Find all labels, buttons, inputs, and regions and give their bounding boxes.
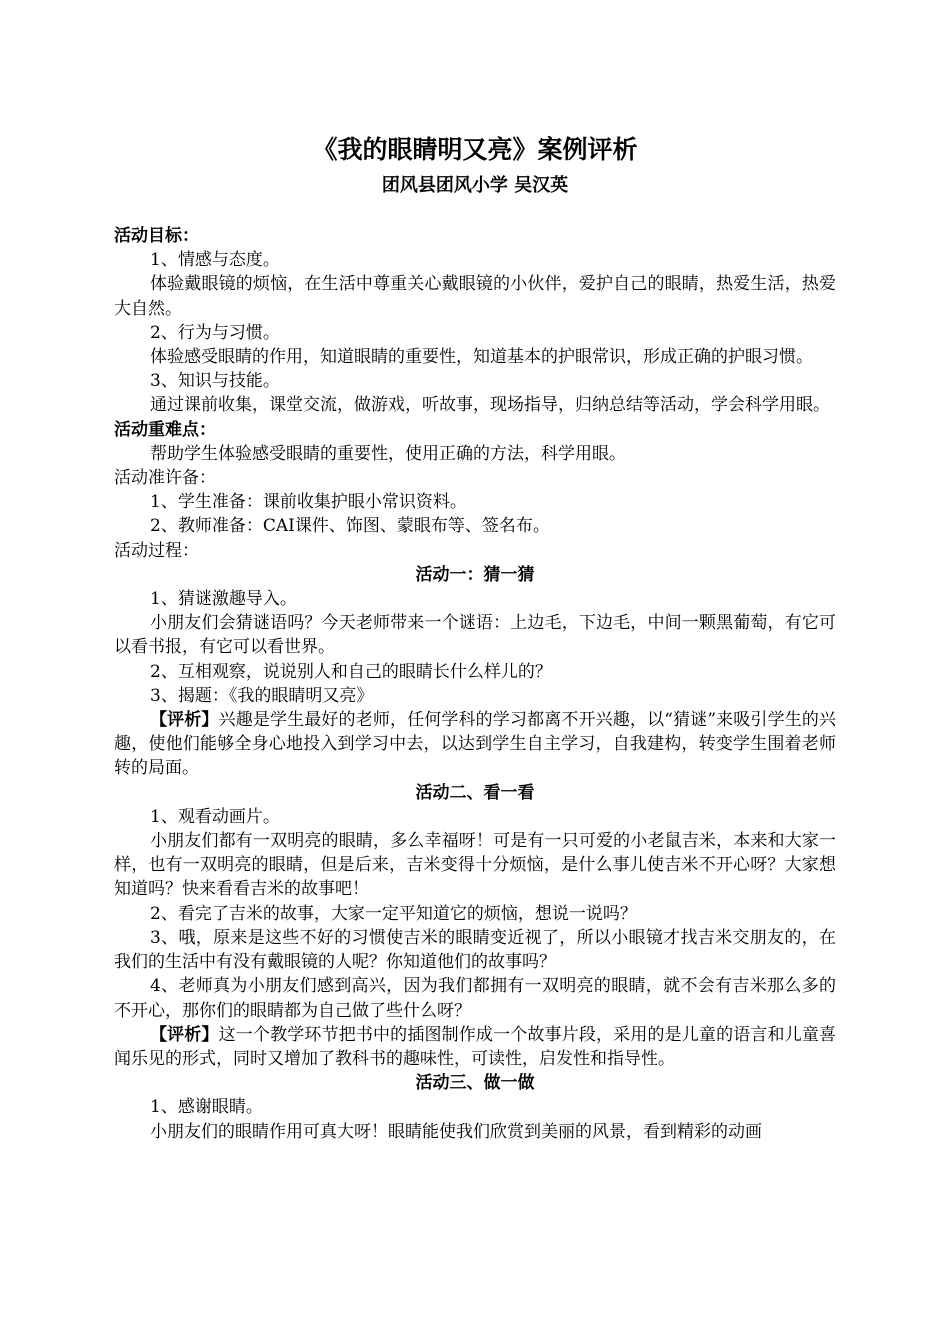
preparation-student: 1、学生准备：课前收集护眼小常识资料。 [150,492,467,513]
review-label: 【评析】 [150,710,219,731]
document-title: 《我的眼睛明又亮》案例评析 [312,135,638,164]
activity-1-step-1: 1、猜谜激趣导入。 [150,589,297,610]
activity-2-step-2: 2、看完了吉米的故事，大家一定平知道它的烦恼，想说一说吗？ [150,903,637,924]
activity-2-story: 小朋友们都有一双明亮的眼睛，多么幸福呀！可是有一只可爱的小老鼠吉米，本来和大家一样，也有一双明亮的眼睛，但是后来，吉米变得十分烦恼，是什么事儿使吉米不开心呀？大家想知道吗？快来看看吉米的故事吧！ [114,831,836,900]
activity-2-heading: 活动二、看一看 [415,782,535,803]
activity-2-review [114,1023,836,1071]
preparation-heading: 活动准许备： [114,468,216,489]
activity-3-step-1: 1、感谢眼睛。 [150,1097,263,1118]
activity-2-step-3: 3、哦，原来是这些不好的习惯使吉米的眼睛变近视了，所以小眼镜才找吉米交朋友的，在我们的生活中有没有戴眼镜的人呢？你知道他们的故事吗？ [114,927,836,973]
document-author: 团风县团风小学 吴汉英 [381,175,569,196]
objective-3-text: 通过课前收集，课堂交流，做游戏，听故事，现场指导，归纳总结等活动，学会科学用眼。 [150,395,830,416]
objectives-heading: 活动目标： [114,226,199,246]
activity-2-review-text: 这一个教学环节把书中的插图制作成一个故事片段，采用的是儿童的语言和儿童喜闻乐见的形式，同时又增加了教科书的趣味性，可读性，启发性和指导性。 [114,1024,837,1069]
key-points-heading: 活动重难点： [114,419,216,440]
activity-1-review-text: 兴趣是学生最好的老师，任何学科的学习都离不开兴趣，以“猜谜”来吸引学生的兴趣，使他们能够全身心地投入到学习中去，以达到学生自主学习，自我建构，转变学生围着老师转的局面。 [114,710,836,779]
activity-1-step-2: 2、互相观察，说说别人和自己的眼睛长什么样儿的？ [150,661,552,682]
preparation-teacher: 2、教师准备：CAI课件、饰图、蒙眼布等、签名布。 [150,516,550,537]
objective-1-text: 体验戴眼镜的烦恼，在生活中尊重关心戴眼镜的小伙伴，爱护自己的眼睛，热爱生活，热爱大自然。 [114,274,836,319]
document-body [114,224,836,1144]
process-heading: 活动过程： [114,540,199,561]
activity-3-text: 小朋友们的眼睛作用可真大呀！眼睛能使我们欣赏到美丽的风景，看到精彩的动画 [150,1121,762,1142]
activity-2-step-1: 1、观看动画片。 [150,806,280,827]
review-label: 【评析】 [150,1024,219,1045]
activity-1-step-3: 3、揭题：《我的眼睛明又亮》 [150,685,374,706]
key-points-text: 帮助学生体验感受眼睛的重要性，使用正确的方法，科学用眼。 [150,443,626,464]
activity-3-heading: 活动三、做一做 [415,1073,535,1094]
activity-2-step-4: 4、老师真为小朋友们感到高兴，因为我们都拥有一双明亮的眼睛，就不会有吉米那么多的不开心，那你们的眼睛都为自己做了些什么呀？ [114,976,836,1021]
objective-2-text: 体验感受眼睛的作用，知道眼睛的重要性，知道基本的护眼常识，形成正确的护眼习惯。 [150,347,813,368]
activity-1-heading: 活动一：猜一猜 [415,564,535,585]
activity-1-review [114,708,836,781]
objective-2-title: 2、行为与习惯。 [150,322,280,343]
activity-1-riddle: 小朋友们会猜谜语吗？今天老师带来一个谜语：上边毛，下边毛，中间一颗黑葡萄，有它可以看书报，有它可以看世界。 [114,613,836,658]
objective-1-title: 1、情感与态度。 [150,250,280,271]
objective-3-title: 3、知识与技能。 [150,371,280,392]
